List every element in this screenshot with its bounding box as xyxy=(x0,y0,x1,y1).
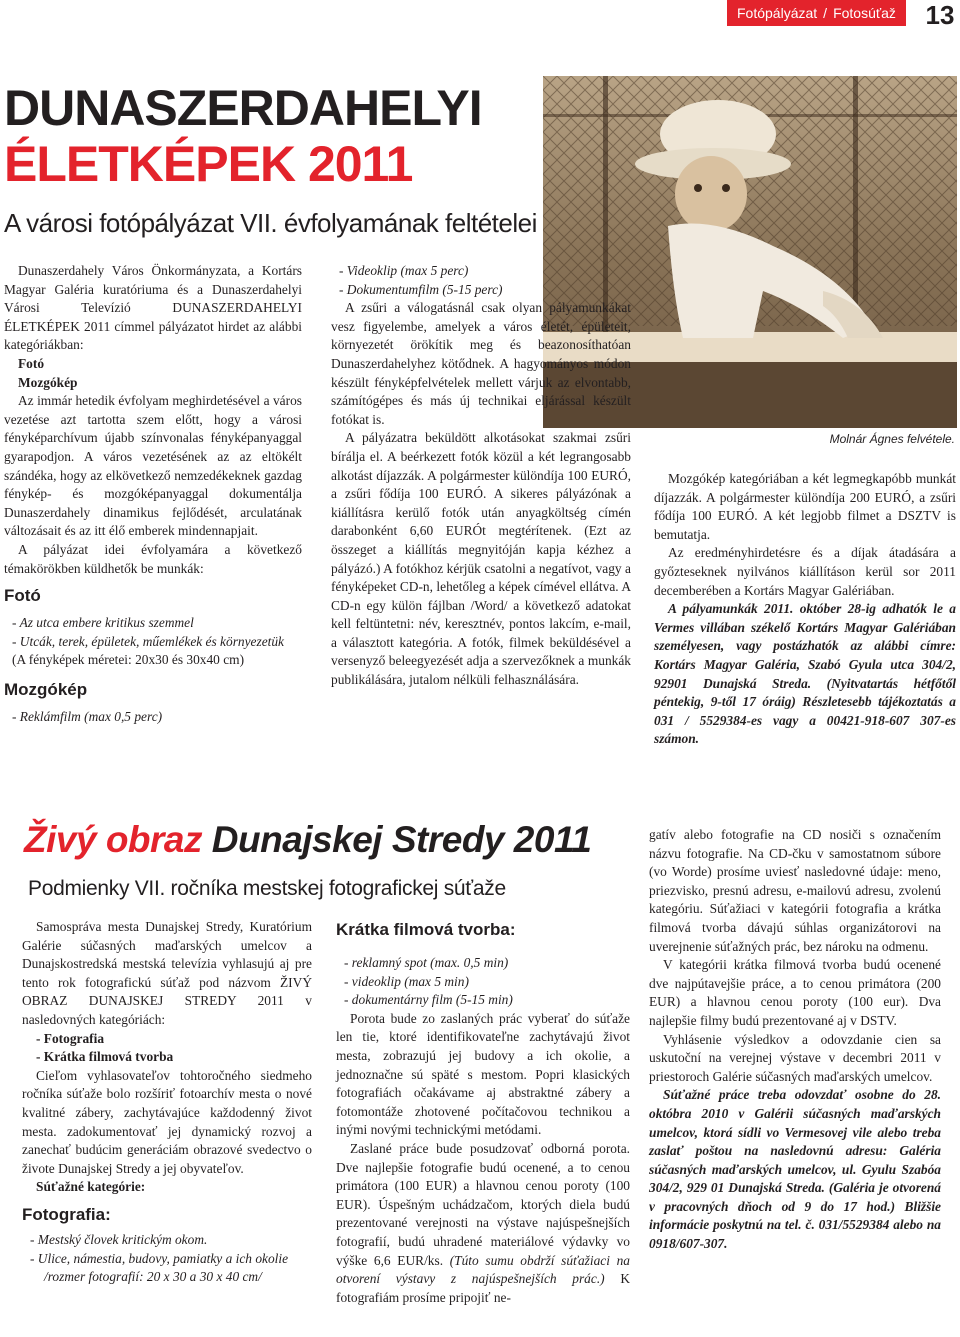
sk-foto-item: - Mestský človek kritickým okom. xyxy=(30,1231,208,1247)
section-separator: / xyxy=(823,5,828,21)
sk-section-fotografia: Fotografia: xyxy=(22,1204,111,1224)
hu-mozgokep-item: - Dokumentumfilm (5-15 perc) xyxy=(339,281,503,297)
sk-category-foto: - Fotografia xyxy=(36,1030,105,1046)
sk-awards-text: Zaslané práce bude posudzovať odborná porota. Dve najlepšie fotografie budú ocenené, a to cenou primátora (100 EUR) a hlavnou cenou poroty (100 EUR). Úspešným uchádzačom, ktorých diela budú prezentované verejnosti na výstave najúspešnejších fotografií, budú uhradené materiálové výdavky vo výške 6,6 EUR/ks. xyxy=(336,1140,630,1268)
hu-intro-paragraph: Dunaszerdahely Város Önkormányzata, a Kortárs Magyar Galéria kuratóriuma és a Dunaszerdahelyi Városi Televízió DUNASZERDAHELYI ÉLETKÉPEK 2011 címmel pályázatot hirdet az alábbi kategóriákban: xyxy=(4,263,302,353)
hu-column-3 xyxy=(654,470,956,749)
sk-film-awards-paragraph: V kategórii krátka filmová tvorba budú ocenené dve najpútavejšie práce, a to cenou primátora (200 EUR) a hlavnou cenou poroty (100 eur). Dva najlepšie filmy budú prezentované aj v DSTV. xyxy=(649,957,941,1028)
sk-film-item: - videoklip (max 5 min) xyxy=(344,973,469,989)
sk-intro-paragraph: Samospráva mesta Dunajskej Stredy, Kuratórium Galérie súčasných maďarských umelcov a Dunajskostredská mestská televízia vyhlasujú aj pre tento rok fotografickú súťaž pod názvom ŽIVÝ OBRAZ DUNAJSKEJ STREDY 2011 v nasledovných kategóriách: xyxy=(22,919,312,1027)
photo-credit: Molnár Ágnes felvétele. xyxy=(829,432,955,446)
title-sk-red: Živý obraz xyxy=(24,819,202,860)
title-line-2: ÉLETKÉPEK 2011 xyxy=(4,136,413,192)
section-tab xyxy=(727,0,906,26)
sk-foto-item: - Ulice, námestia, budovy, pamiatky a ich okolie /rozmer fotografií: 20 x 30 a 30 x 40 cm/ xyxy=(30,1250,289,1285)
hu-column-2 xyxy=(331,262,631,690)
article-title-sk xyxy=(24,814,591,866)
sk-jury-selection-paragraph: Porota bude zo zaslaných prác vyberať do súťaže len tie, ktoré identifikovateľne zachytávajú život mesta, zobrazujú jej budovy a ich okolie, a jednoznačne sú späté s mestom. Popri klasických fotografiách očakávame aj abstraktné zábery a fotomontáže zhotovené počítačovou technikou a inými novými technickými metódami. xyxy=(336,1010,630,1138)
hu-foto-item: - Utcák, terek, épületek, műemlékek és környezetük xyxy=(12,633,285,649)
sk-film-item: - reklamný spot (max. 0,5 min) xyxy=(344,955,509,970)
article-subtitle-hu: A városi fotópályázat VII. évfolyamának feltételei xyxy=(4,208,537,238)
sk-submission-paragraph: gatív alebo fotografie na CD nosiči s označením názvu fotografie. Na CD-čku v samostatnom súbore (vo Worde) prosíme uviesť nasledovné údaje: meno, priezvisko, presnú adresu, e-mailovú adresu, zvolenú kategóriu. Súťažiaci v kategórii fotografia a krátka filmová tvorba dávajú súhlas organizátorovi na uverejnenie súťažných prác, bez nároku na odmenu. xyxy=(649,827,941,954)
sk-column-3 xyxy=(649,826,941,1254)
hu-mozgokep-item: - Reklámfilm (max 0,5 perc) xyxy=(12,708,163,724)
section-label-sk: Fotosúťaž xyxy=(833,5,896,21)
sk-awards-continuation: K fotografiám prosíme pripojiť ne- xyxy=(336,1271,630,1305)
sk-awards-paragraph xyxy=(336,1140,630,1307)
hu-category-foto: Fotó xyxy=(18,355,45,371)
sk-section-film: Krátka filmová tvorba: xyxy=(336,920,516,939)
hu-jury-selection-paragraph: A zsűri a válogatásnál csak olyan pályamunkákat vesz figyelembe, amelyek a város életét, épületeit, környezetét örökítik meg és beazonosíthatóan Dunaszerdahelyhez kötődnek. A hagyományos módon készült fényképfelvételek mellett várjuk az elvontabb, számítógépes és más új technikai eljárással készült fotókat is. xyxy=(331,300,631,427)
hu-results-paragraph: Az eredményhirdetésre és a díjak átadására a győzteseknek nyilvános kiállításon kerül sor 2011 decemberében a Kortárs Magyar Galériában. xyxy=(654,545,956,598)
hu-column-1 xyxy=(4,262,302,726)
hu-mozgokep-item: - Videoklip (max 5 perc) xyxy=(339,263,469,278)
sk-film-item: - dokumentárny film (5-15 min) xyxy=(344,992,513,1008)
hu-section-mozgokep: Mozgókép xyxy=(4,679,88,699)
sk-column-1 xyxy=(22,918,312,1287)
hu-awards-paragraph: A pályázatra beküldött alkotásokat szakmai zsűri bírálja el. A beérkezett fotók közül a két legrangosabb alkotást díjazzák. A polgármester különdíja 100 EURÓ, a zsűri fődíja 100 EURÓ. A sikeres pályázónak a kiállításra kerülő fotók után anyagköltség címén darabonként 6,60 EURÓt megtérítenek. (Ezt az összeget a kiállítás megnyitóján kapja kézhez a pályázó.) A fotókhoz kérjük csatolni a negatívot, vagy a fényképeket CD-n, lehetőleg a képek címével ellátva. A CD-n egy külön fájlban /Word/ a következő adatokat kell feltüntetni: név, keresztnév, pontos lakcím, e-mail, a választott kategória. A fotók, filmek beküldésével a versenyző beleegyezését adja a szervezőknek a munkák publikálására, jutalom nélküli felhasználására. xyxy=(331,430,631,688)
hu-film-awards-paragraph: Mozgókép kategóriában a két legmegkapóbb munkát díjazzák. A polgármester különdíja 200 EURÓ, a zsűri fődíja 100 EURÓ. A két legjobb filmet a DSZTV is bemutatja. xyxy=(654,471,956,542)
section-label-hu: Fotópályázat xyxy=(737,5,818,21)
sk-categories-title: Súťažné kategórie: xyxy=(36,1179,146,1195)
hu-foto-item: - Az utca embere kritikus szemmel xyxy=(12,615,194,631)
hu-topics-paragraph: A pályázat idei évfolyamára a következő témakörökben küldhetők be munkák: xyxy=(4,541,302,576)
sk-category-film: - Krátka filmová tvorba xyxy=(36,1049,174,1065)
article-subtitle-sk: Podmienky VII. ročníka mestskej fotografickej súťaže xyxy=(28,877,506,900)
hu-foto-sizes: (A fényképek méretei: 20x30 és 30x40 cm) xyxy=(12,652,245,668)
hu-section-foto: Fotó xyxy=(4,586,41,606)
hu-category-mozgokep: Mozgókép xyxy=(18,374,78,390)
sk-column-2 xyxy=(336,916,630,1307)
sk-deadline-paragraph: Súťažné práce treba odovzdať osobne do 28. októbra 2010 v Galérii súčasných maďarských umelcov, ktorá sídli vo Vermesovej vile alebo treba zaslať poštou na nasledovnú adresu: Galéria súčasných maďarských umelcov, ul. Gyulu Szabóa 304/2, 929 01 Dunajská Streda. (Galéria je otvorená v pracovných dňoch od 9 do 17 hod.) Bližšie informácie poskytnú na tel. č. 031/5529384 alebo na 0918/607-307. xyxy=(649,1087,941,1252)
hu-deadline-paragraph: A pályamunkák 2011. október 28-ig adhatók le a Vermes villában székelő Kortárs Magyar Galériában személyesen, vagy postázhatók az alábbi címre: Kortárs Magyar Galéria, Szabó Gyula utca 304/2, 92901 Dunajská Streda. (Nyitvatartás hétfőtől péntekig, 9-től 17 óráig) Részletesebb tájékoztatás a 031 / 5529384-es vagy a 00421-918-607 307-es számon. xyxy=(654,601,956,747)
sk-purpose-paragraph: Cieľom vyhlasovateľov tohtoročného siedmeho ročníka súťaže bolo rozšíriť fotoarchív mesta o nové kvalitné zábery, zachytávajúce každodenný život mesta. zadokumentovať jej dynamický rozvoj a zanechať budúcim generáciám obrazové svedectvo o živote Dunajskej Stredy a jej obyvateľov. xyxy=(22,1067,312,1176)
title-line-1: DUNASZERDAHELYI xyxy=(4,80,482,136)
article-title-hu xyxy=(4,80,482,192)
sk-results-paragraph: Vyhlásenie výsledkov a odovzdanie cien sa uskutoční na verejnej výstave v decembri 2011 v priestoroch Galérie súčasných maďarských umelcov. xyxy=(649,1031,941,1084)
sk-awards-note: (Túto sumu obdrží súťažiaci na otvorení výstavy z najúspešnejších prác.) xyxy=(336,1252,630,1287)
title-sk-rest: Dunajskej Stredy 2011 xyxy=(202,819,592,860)
hu-purpose-paragraph: Az immár hetedik évfolyam meghirdetésével a város vezetése azt tartotta szem előtt, hogy a városi fényképarchívum újabb színvonalas fényképanyaggal gyarapodjon. A város vezetésének az az eltökélt szándéka, hogy az elkövetkező nemzedékeknek gazdag fénykép- és mozgóképanyaggal dokumentálja Dunaszerdahely dinamikus fejlődését, arculatának változásait és az itt élő emberek mindennapjait. xyxy=(4,393,302,539)
page-number: 13 xyxy=(925,0,955,30)
